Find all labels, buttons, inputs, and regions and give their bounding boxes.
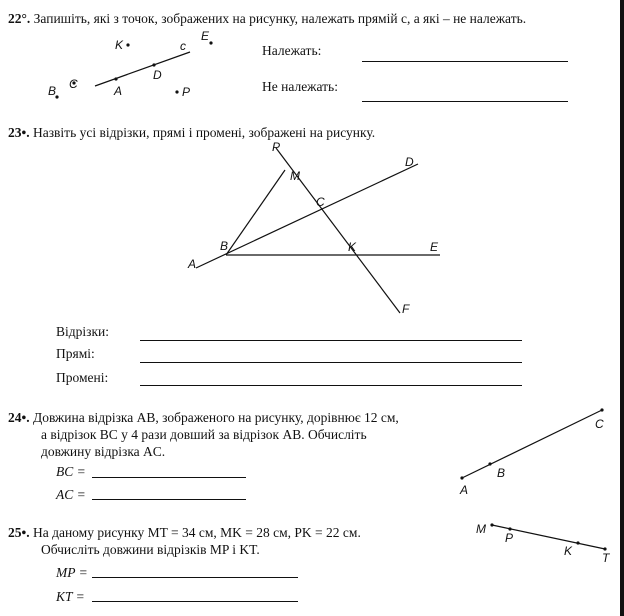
point-M-dot bbox=[490, 523, 493, 526]
task-22-text: Запишіть, які з точок, зображених на рисунку, належать прямій c, а які – не належать. bbox=[33, 11, 527, 26]
task-25-kt-answer[interactable] bbox=[92, 601, 298, 602]
task-24-ac-label: AC = bbox=[56, 487, 86, 502]
task-25-statement bbox=[8, 524, 468, 558]
task-25-mp-answer[interactable] bbox=[92, 577, 298, 578]
point-P-dot bbox=[175, 90, 178, 93]
point-B-dot bbox=[488, 462, 491, 465]
label-M: M bbox=[290, 169, 300, 183]
task-25-line2: Обчисліть довжини відрізків MP і KT. bbox=[41, 542, 260, 557]
task-23-segments-label: Відрізки: bbox=[56, 324, 109, 339]
segment-AC bbox=[462, 410, 602, 478]
task-24-statement bbox=[8, 409, 448, 460]
task-22-not-belong-answer[interactable] bbox=[362, 101, 568, 102]
point-K-dot bbox=[126, 43, 129, 46]
task-24-bc-label: BC = bbox=[56, 464, 86, 479]
segment-BM bbox=[226, 170, 285, 255]
label-B: B bbox=[48, 84, 57, 98]
task-24-figure bbox=[450, 402, 618, 502]
label-P: P bbox=[505, 531, 514, 545]
label-A: A bbox=[188, 257, 197, 271]
task-23-lines-answer[interactable] bbox=[140, 362, 522, 363]
point-C-dot bbox=[600, 408, 603, 411]
label-B: B bbox=[497, 466, 506, 480]
task-25-line1: На даному рисунку MT = 34 см, MK = 28 см, PK = 22 см. bbox=[32, 525, 361, 540]
page-border bbox=[620, 0, 624, 616]
label-C: C bbox=[595, 417, 604, 431]
label-K: K bbox=[348, 240, 357, 254]
task-23-text: Назвіть усі відрізки, прямі і промені, зображені на рисунку. bbox=[32, 125, 376, 140]
task-25-figure bbox=[470, 515, 618, 565]
task-22-not-belong-label: Не належать: bbox=[262, 79, 338, 94]
label-K: K bbox=[115, 38, 124, 52]
label-T: T bbox=[602, 551, 610, 565]
task-23-number: 23•. bbox=[8, 125, 30, 140]
label-E: E bbox=[430, 240, 439, 254]
line-c bbox=[95, 52, 190, 86]
task-22-number: 22°. bbox=[8, 11, 31, 26]
label-M: M bbox=[476, 522, 486, 536]
label-P: P bbox=[182, 85, 191, 99]
point-A-dot bbox=[460, 476, 463, 479]
point-E-dot bbox=[209, 41, 212, 44]
task-23-figure bbox=[180, 138, 460, 323]
label-B: B bbox=[220, 239, 229, 253]
task-24-line1: Довжина відрізка AB, зображеного на рисунку, дорівнює 12 см, bbox=[32, 410, 399, 425]
point-D-dot bbox=[152, 63, 155, 66]
line-AD bbox=[196, 164, 418, 268]
task-22-belong-label: Належать: bbox=[262, 43, 322, 58]
label-D: D bbox=[405, 155, 414, 169]
task-23-segments-answer[interactable] bbox=[140, 340, 522, 341]
label-C: C bbox=[69, 77, 78, 91]
label-P: P bbox=[272, 140, 281, 154]
task-25-kt-label: KT = bbox=[56, 589, 85, 604]
task-23-rays-answer[interactable] bbox=[140, 385, 522, 386]
label-A: A bbox=[460, 483, 469, 497]
task-22-figure bbox=[40, 28, 230, 103]
task-23-lines-label: Прямі: bbox=[56, 346, 95, 361]
label-D: D bbox=[153, 68, 162, 82]
label-E: E bbox=[201, 29, 210, 43]
task-24-line3: довжину відрізка AC. bbox=[41, 444, 166, 459]
label-C: C bbox=[316, 195, 325, 209]
task-22-statement bbox=[8, 10, 526, 27]
label-K: K bbox=[564, 544, 573, 558]
task-24-number: 24•. bbox=[8, 410, 30, 425]
point-K-dot bbox=[576, 541, 579, 544]
task-24-ac-answer[interactable] bbox=[92, 499, 246, 500]
point-A-dot bbox=[114, 77, 117, 80]
task-23-rays-label: Промені: bbox=[56, 370, 109, 385]
task-25-mp-label: MP = bbox=[56, 565, 88, 580]
task-25-number: 25•. bbox=[8, 525, 30, 540]
task-22-belong-answer[interactable] bbox=[362, 61, 568, 62]
label-A: A bbox=[114, 84, 123, 98]
task-24-line2: а відрізок BC у 4 рази довший за відрізок AB. Обчисліть bbox=[41, 427, 367, 442]
label-F: F bbox=[402, 302, 410, 316]
task-24-bc-answer[interactable] bbox=[92, 477, 246, 478]
label-c: c bbox=[180, 39, 186, 53]
